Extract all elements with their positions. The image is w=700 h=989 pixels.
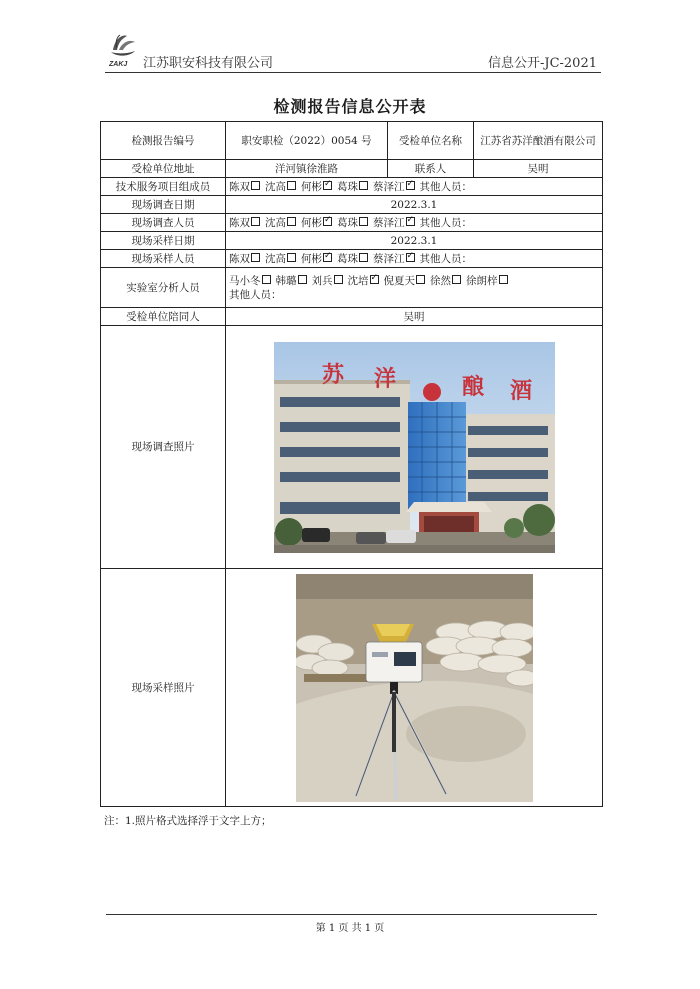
company-name: 江苏职安科技有限公司 [143, 56, 274, 71]
checkbox-icon[interactable] [499, 275, 508, 284]
company-logo [105, 30, 141, 68]
samplers [226, 250, 603, 268]
checklist [229, 253, 420, 265]
cell-label: 实验室分析人员 [101, 268, 226, 308]
svg-text:酒: 酒 [509, 378, 532, 404]
svg-text:酿: 酿 [461, 374, 484, 400]
staff-name: 蔡泽江 [373, 180, 405, 193]
checked-checkbox-icon[interactable] [323, 181, 332, 190]
survey-date: 2022.3.1 [226, 196, 603, 214]
staff-name: 陈双 [229, 252, 250, 265]
cell-label: 检测报告编号 [101, 122, 226, 160]
table-row [101, 308, 603, 326]
unit-name: 江苏省苏洋酿酒有限公司 [474, 122, 603, 160]
staff-name: 徐然 [430, 274, 451, 287]
checked-checkbox-icon[interactable] [406, 253, 415, 262]
sampling-date: 2022.3.1 [226, 232, 603, 250]
document-number: 信息公开-JC-2021 [487, 56, 597, 71]
checkbox-icon[interactable] [251, 253, 260, 262]
checkbox-icon[interactable] [334, 275, 343, 284]
others-label: 其他人员： [229, 288, 282, 301]
others-label: 其他人员： [419, 216, 472, 229]
cell-label: 现场采样人员 [101, 250, 226, 268]
sampling-photo-cell [226, 569, 603, 807]
table-row [101, 250, 603, 268]
svg-text:洋: 洋 [373, 366, 396, 392]
checkbox-icon[interactable] [251, 181, 260, 190]
checked-checkbox-icon[interactable] [370, 275, 379, 284]
cell-label: 现场采样照片 [101, 569, 226, 807]
staff-name: 葛珠 [337, 252, 358, 265]
staff-name: 葛珠 [337, 180, 358, 193]
checkbox-icon[interactable] [251, 217, 260, 226]
staff-name: 陈双 [229, 216, 250, 229]
checkbox-icon[interactable] [298, 275, 307, 284]
svg-text:ZAKJ: ZAKJ [109, 61, 128, 68]
checkbox-icon[interactable] [452, 275, 461, 284]
cell-label: 受检单位地址 [101, 160, 226, 178]
survey-photo [274, 342, 555, 553]
staff-name: 何彬 [301, 252, 322, 265]
cell-label: 技术服务项目组成员 [101, 178, 226, 196]
footer-divider [106, 914, 597, 915]
table-row [101, 196, 603, 214]
page-number: 第 1 页 共 1 页 [315, 923, 385, 934]
checkbox-icon[interactable] [262, 275, 271, 284]
staff-name: 倪夏天 [383, 274, 415, 287]
staff-name: 沈高 [265, 180, 286, 193]
cell-label: 现场调查照片 [101, 326, 226, 569]
survey-photo-cell [226, 326, 603, 569]
checkbox-icon[interactable] [416, 275, 425, 284]
checked-checkbox-icon[interactable] [323, 217, 332, 226]
checklist [229, 181, 420, 193]
unit-address: 洋河镇徐淮路 [226, 160, 388, 178]
staff-name: 马小冬 [229, 274, 261, 287]
checked-checkbox-icon[interactable] [406, 181, 415, 190]
table-row [101, 232, 603, 250]
checkbox-icon[interactable] [359, 217, 368, 226]
table-row [101, 178, 603, 196]
staff-name: 何彬 [301, 216, 322, 229]
others-label: 其他人员： [419, 180, 472, 193]
checked-checkbox-icon[interactable] [406, 217, 415, 226]
contact-person: 吴明 [474, 160, 603, 178]
table-row [101, 268, 603, 308]
cell-label: 现场调查日期 [101, 196, 226, 214]
staff-name: 陈双 [229, 180, 250, 193]
checkbox-icon[interactable] [287, 181, 296, 190]
sampling-photo [296, 574, 533, 802]
checked-checkbox-icon[interactable] [323, 253, 332, 262]
staff-name: 沈高 [265, 216, 286, 229]
table-row [101, 122, 603, 160]
others-label: 其他人员： [419, 252, 472, 265]
page-title: 检测报告信息公开表 [273, 97, 427, 116]
checklist [229, 217, 420, 229]
table-row [101, 160, 603, 178]
checkbox-icon[interactable] [359, 253, 368, 262]
cell-label: 现场采样日期 [101, 232, 226, 250]
info-table [100, 121, 603, 807]
footnote: 注：1.照片格式选择浮于文字上方； [104, 815, 272, 827]
team-members [226, 178, 603, 196]
staff-name: 蔡泽江 [373, 216, 405, 229]
staff-name: 何彬 [301, 180, 322, 193]
checkbox-icon[interactable] [359, 181, 368, 190]
staff-name: 蔡泽江 [373, 252, 405, 265]
checkbox-icon[interactable] [287, 217, 296, 226]
checklist [229, 274, 599, 288]
table-row [101, 214, 603, 232]
cell-label: 联系人 [388, 160, 474, 178]
staff-name: 葛珠 [337, 216, 358, 229]
staff-name: 徐朗梓 [466, 274, 498, 287]
cell-label: 受检单位名称 [388, 122, 474, 160]
svg-text:苏: 苏 [321, 362, 344, 388]
escort-person: 吴明 [226, 308, 603, 326]
table-row [101, 569, 603, 807]
lab-analysts [226, 268, 603, 308]
surveyors [226, 214, 603, 232]
staff-name: 沈培 [347, 274, 369, 287]
page-header [105, 30, 601, 73]
report-number: 职安职检（2022）0054 号 [226, 122, 388, 160]
staff-name: 沈高 [265, 252, 286, 265]
staff-name: 刘兵 [311, 274, 333, 287]
table-row [101, 326, 603, 569]
cell-label: 现场调查人员 [101, 214, 226, 232]
staff-name: 韩璐 [275, 274, 297, 287]
checkbox-icon[interactable] [287, 253, 296, 262]
cell-label: 受检单位陪同人 [101, 308, 226, 326]
